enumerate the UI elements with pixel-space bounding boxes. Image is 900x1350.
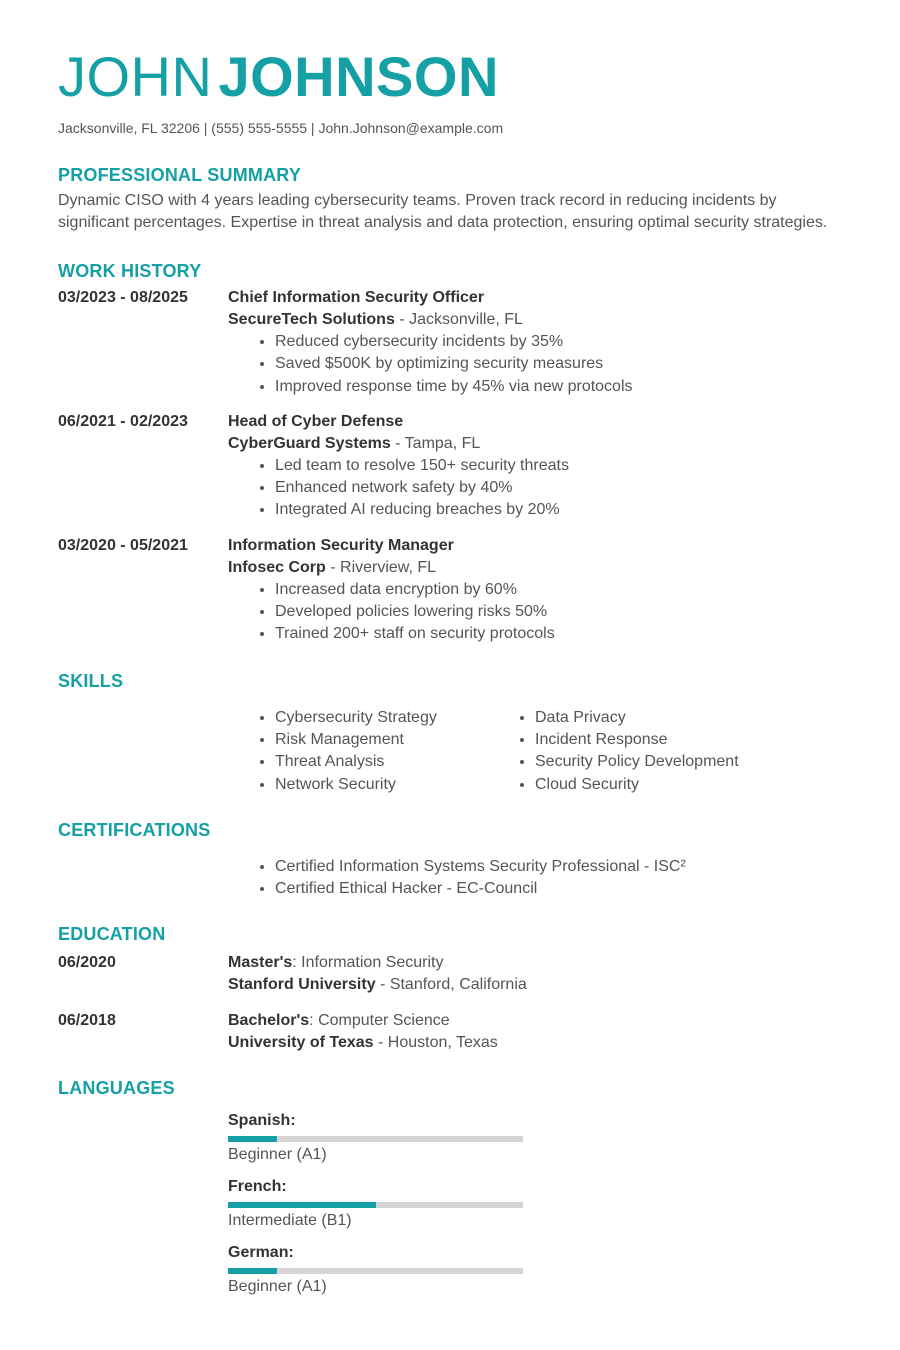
language-level-bar xyxy=(228,1202,523,1208)
language-level: Beginner (A1) xyxy=(228,1278,327,1296)
job-bullet: • Integrated AI reducing breaches by 20% xyxy=(275,499,842,521)
languages-list xyxy=(58,1110,842,1308)
job-location: - Tampa, FL xyxy=(390,434,481,452)
job-dates: 03/2023 - 08/2025 xyxy=(58,289,188,306)
job-bullet: • Reduced cybersecurity incidents by 35% xyxy=(275,331,842,353)
certification-item: • Certified Information Systems Security Professional - ISC² xyxy=(275,856,842,878)
job-entry xyxy=(58,535,842,646)
education-school-line xyxy=(228,974,842,996)
job-bullet: • Led team to resolve 150+ security threats xyxy=(275,455,842,477)
education-field: : Information Security xyxy=(292,954,444,972)
job-bullet: • Enhanced network safety by 40% xyxy=(275,477,842,499)
certifications-bullets xyxy=(228,856,842,901)
job-company: SecureTech Solutions xyxy=(228,311,395,328)
work-history-title: WORK HISTORY xyxy=(58,261,202,281)
job-entry xyxy=(58,287,842,398)
summary-text: Dynamic CISO with 4 years leading cybersecurity teams. Proven track record in reducing incidents by significant percentages. Expertise in threat analysis and data protection, ensuring optimal security strategies. xyxy=(58,192,828,231)
certifications-list xyxy=(58,856,842,901)
contact-line: Jacksonville, FL 32206 | (555) 555-5555 | John.Johnson@example.com xyxy=(58,120,504,136)
language-level-bar xyxy=(228,1136,523,1142)
summary-title: PROFESSIONAL SUMMARY xyxy=(58,165,302,185)
job-company: CyberGuard Systems xyxy=(228,434,391,452)
education-date: 06/2020 xyxy=(58,954,116,972)
education-school-line xyxy=(228,1032,842,1054)
education-date: 06/2018 xyxy=(58,1012,116,1030)
education-title: EDUCATION xyxy=(58,924,166,945)
job-location: - Jacksonville, FL xyxy=(394,311,523,328)
certification-item: • Certified Ethical Hacker - EC-Council xyxy=(275,878,842,900)
job-bullet: • Developed policies lowering risks 50% xyxy=(275,601,842,623)
skills-title: SKILLS xyxy=(58,670,124,691)
job-bullet: • Improved response time by 45% via new protocols xyxy=(275,376,842,398)
job-bullet: • Trained 200+ staff on security protocols xyxy=(275,623,842,645)
skills-column-1 xyxy=(228,707,535,796)
language-level: Beginner (A1) xyxy=(228,1146,327,1164)
language-level-fill xyxy=(228,1202,376,1208)
job-title: Information Security Manager xyxy=(228,536,454,554)
job-bullet: • Increased data encryption by 60% xyxy=(275,579,842,601)
language-item xyxy=(228,1176,545,1232)
language-level-fill xyxy=(228,1268,277,1274)
skills-column-2 xyxy=(535,707,842,796)
education-details xyxy=(228,1010,842,1054)
job-details xyxy=(228,535,842,646)
education-location: - Houston, Texas xyxy=(373,1034,498,1052)
skill-item: • Security Policy Development xyxy=(535,751,842,773)
language-name: Spanish: xyxy=(228,1112,296,1130)
language-level-bar xyxy=(228,1268,523,1274)
education-entry xyxy=(58,952,842,996)
first-name: JOHN xyxy=(58,45,213,108)
job-dates: 06/2021 - 02/2023 xyxy=(58,412,188,430)
job-details xyxy=(228,287,842,398)
language-item xyxy=(228,1110,545,1166)
job-company: Infosec Corp xyxy=(228,558,326,576)
skill-item: • Network Security xyxy=(275,774,535,796)
job-entry xyxy=(58,411,842,522)
job-location: - Riverview, FL xyxy=(325,558,437,576)
job-bullets xyxy=(228,331,842,398)
job-title: Head of Cyber Defense xyxy=(228,412,404,430)
job-bullets xyxy=(228,455,842,522)
skill-item: • Threat Analysis xyxy=(275,751,535,773)
job-bullets xyxy=(228,579,842,646)
language-level-fill xyxy=(228,1136,277,1142)
job-title: Chief Information Security Officer xyxy=(228,289,485,306)
languages-title: LANGUAGES xyxy=(58,1078,175,1099)
education-school: Stanford University xyxy=(228,976,376,994)
education-degree-line xyxy=(228,1010,842,1032)
skill-item: • Cybersecurity Strategy xyxy=(275,707,535,729)
job-company-line xyxy=(228,309,842,331)
education-degree: Bachelor's xyxy=(228,1012,310,1030)
skill-item: • Risk Management xyxy=(275,729,535,751)
education-degree-line xyxy=(228,952,842,974)
education-field: : Computer Science xyxy=(309,1012,450,1030)
language-level: Intermediate (B1) xyxy=(228,1212,352,1230)
language-item xyxy=(228,1242,545,1298)
skill-item: • Data Privacy xyxy=(535,707,842,729)
education-degree: Master's xyxy=(228,954,293,972)
skill-item: • Incident Response xyxy=(535,729,842,751)
job-bullet: • Saved $500K by optimizing security measures xyxy=(275,353,842,375)
candidate-name xyxy=(58,40,842,114)
skills-list xyxy=(58,707,842,796)
job-company-line xyxy=(228,433,842,455)
job-details xyxy=(228,411,842,522)
education-school: University of Texas xyxy=(228,1034,374,1052)
language-name: German: xyxy=(228,1244,294,1262)
language-name: French: xyxy=(228,1178,287,1196)
last-name: JOHNSON xyxy=(218,45,499,108)
job-company-line xyxy=(228,557,842,579)
job-dates: 03/2020 - 05/2021 xyxy=(58,536,188,554)
education-entry xyxy=(58,1010,842,1054)
education-location: - Stanford, California xyxy=(375,976,527,994)
skill-item: • Cloud Security xyxy=(535,774,842,796)
education-details xyxy=(228,952,842,996)
certifications-title: CERTIFICATIONS xyxy=(58,819,211,840)
work-history-list xyxy=(58,287,842,646)
